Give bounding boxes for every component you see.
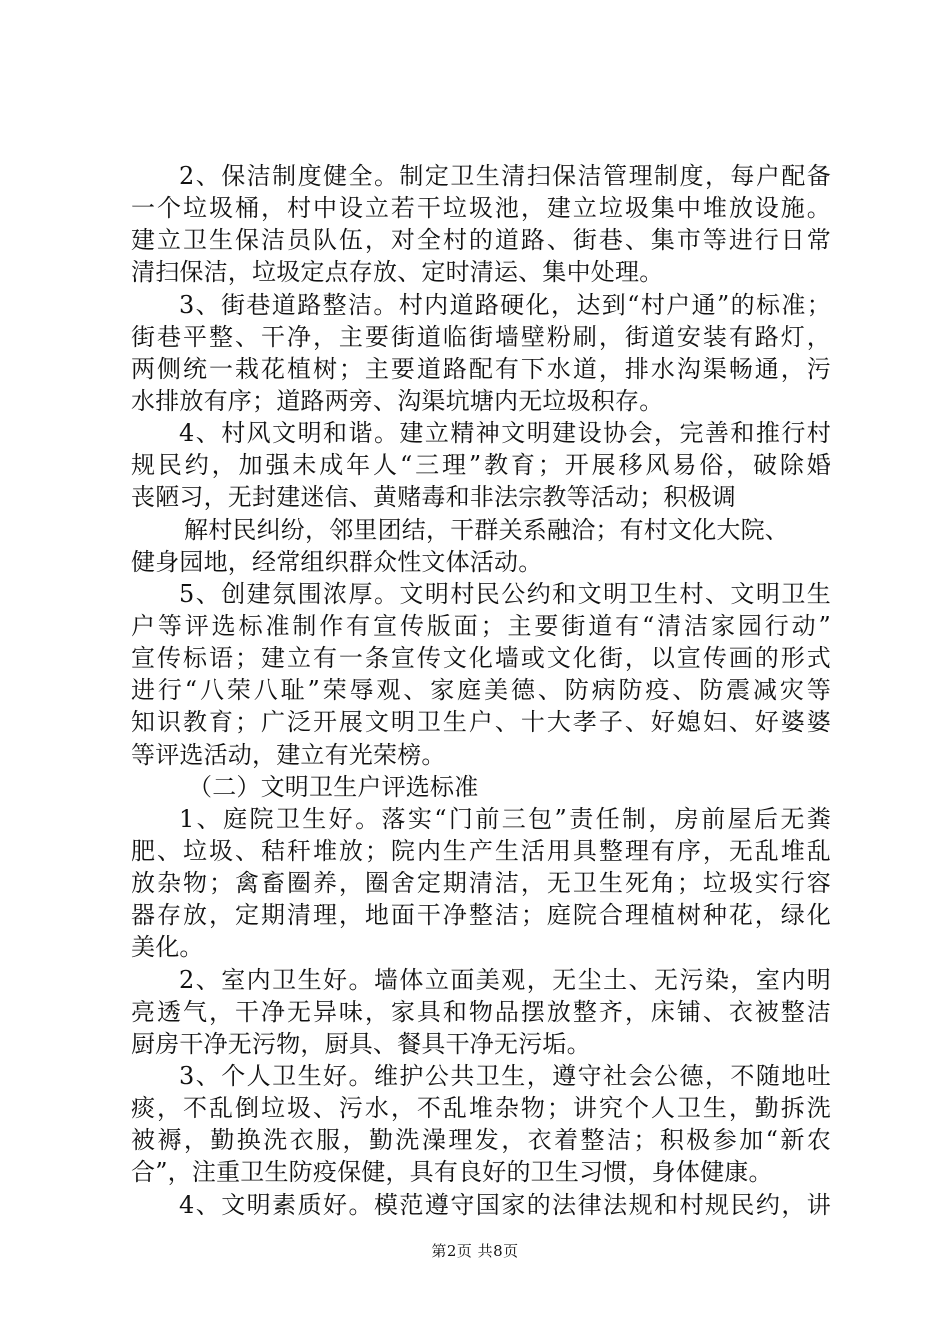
text-line: 厨房干净无污物，厨具、餐具干净无污垢。 — [131, 1029, 591, 1058]
text-line: 宣传标语；建立有一条宣传文化墙或文化街，以宣传画的形式 — [131, 644, 831, 673]
text-line: 建立卫生保洁员队伍，对全村的道路、街巷、集市等进行日常 — [131, 226, 831, 255]
text-line: 进行“八荣八耻”荣辱观、家庭美德、防病防疫、防震减灾等 — [131, 676, 831, 705]
text-line: 户等评选标准制作有宣传版面；主要街道有“清洁家园行动” — [131, 611, 831, 640]
text-line: 2、室内卫生好。墙体立面美观，无尘土、无污染，室内明 — [179, 965, 831, 994]
text-line: 合”，注重卫生防疫保健，具有良好的卫生习惯，身体健康。 — [131, 1158, 773, 1187]
text-line: 等评选活动，建立有光荣榜。 — [131, 740, 446, 769]
text-line: 清扫保洁，垃圾定点存放、定时清运、集中处理。 — [131, 258, 664, 287]
text-line: 被褥，勤换洗衣服，勤洗澡理发，衣着整洁；积极参加“新农 — [131, 1126, 831, 1155]
text-line: 解村民纠纷，邻里团结，干群关系融洽；有村文化大院、 — [184, 515, 789, 544]
text-line: 知识教育；广泛开展文明卫生户、十大孝子、好媳妇、好婆婆 — [131, 708, 831, 737]
text-line: 器存放，定期清理，地面干净整洁；庭院合理植树种花，绿化 — [131, 901, 831, 930]
page-footer: 第2页 共8页 — [431, 1242, 519, 1260]
text-line: 4、村风文明和谐。建立精神文明建设协会，完善和推行村 — [179, 419, 831, 448]
text-line: 街巷平整、干净，主要街道临街墙壁粉刷，街道安装有路灯， — [131, 322, 831, 351]
text-line: 一个垃圾桶，村中设立若干垃圾池，建立垃圾集中堆放设施。 — [131, 194, 831, 223]
text-line: 3、街巷道路整洁。村内道路硬化，达到“村户通”的标准； — [179, 290, 831, 319]
text-line: 美化。 — [131, 933, 204, 962]
text-line: 3、个人卫生好。维护公共卫生，遵守社会公德，不随地吐 — [179, 1061, 831, 1090]
text-line: 4、文明素质好。模范遵守国家的法律法规和村规民约，讲 — [179, 1190, 831, 1219]
text-line: 两侧统一栽花植树；主要道路配有下水道，排水沟渠畅通，污 — [131, 354, 831, 383]
document-body — [131, 160, 831, 1221]
text-line: 1、庭院卫生好。落实“门前三包”责任制，房前屋后无粪 — [179, 804, 831, 833]
text-line: 规民约，加强未成年人“三理”教育；开展移风易俗，破除婚 — [131, 451, 831, 480]
text-line: 放杂物；禽畜圈养，圈舍定期清洁，无卫生死角；垃圾实行容 — [131, 869, 831, 898]
text-line: 2、保洁制度健全。制定卫生清扫保洁管理制度，每户配备 — [179, 162, 831, 190]
text-line: 5、创建氛围浓厚。文明村民公约和文明卫生村、文明卫生 — [179, 579, 831, 608]
text-line: 痰，不乱倒垃圾、污水，不乱堆杂物；讲究个人卫生，勤拆洗 — [131, 1094, 831, 1123]
section-heading: （二）文明卫生户评选标准 — [188, 772, 479, 801]
text-line: 丧陋习，无封建迷信、黄赌毒和非法宗教等活动；积极调 — [131, 483, 736, 512]
text-line: 亮透气，干净无异味，家具和物品摆放整齐，床铺、衣被整洁 — [131, 997, 831, 1026]
text-line: 水排放有序；道路两旁、沟渠坑塘内无垃圾积存。 — [131, 386, 664, 415]
text-line: 肥、垃圾、秸秆堆放；院内生产生活用具整理有序，无乱堆乱 — [131, 836, 831, 865]
text-line: 健身园地，经常组织群众性文体活动。 — [131, 547, 543, 576]
